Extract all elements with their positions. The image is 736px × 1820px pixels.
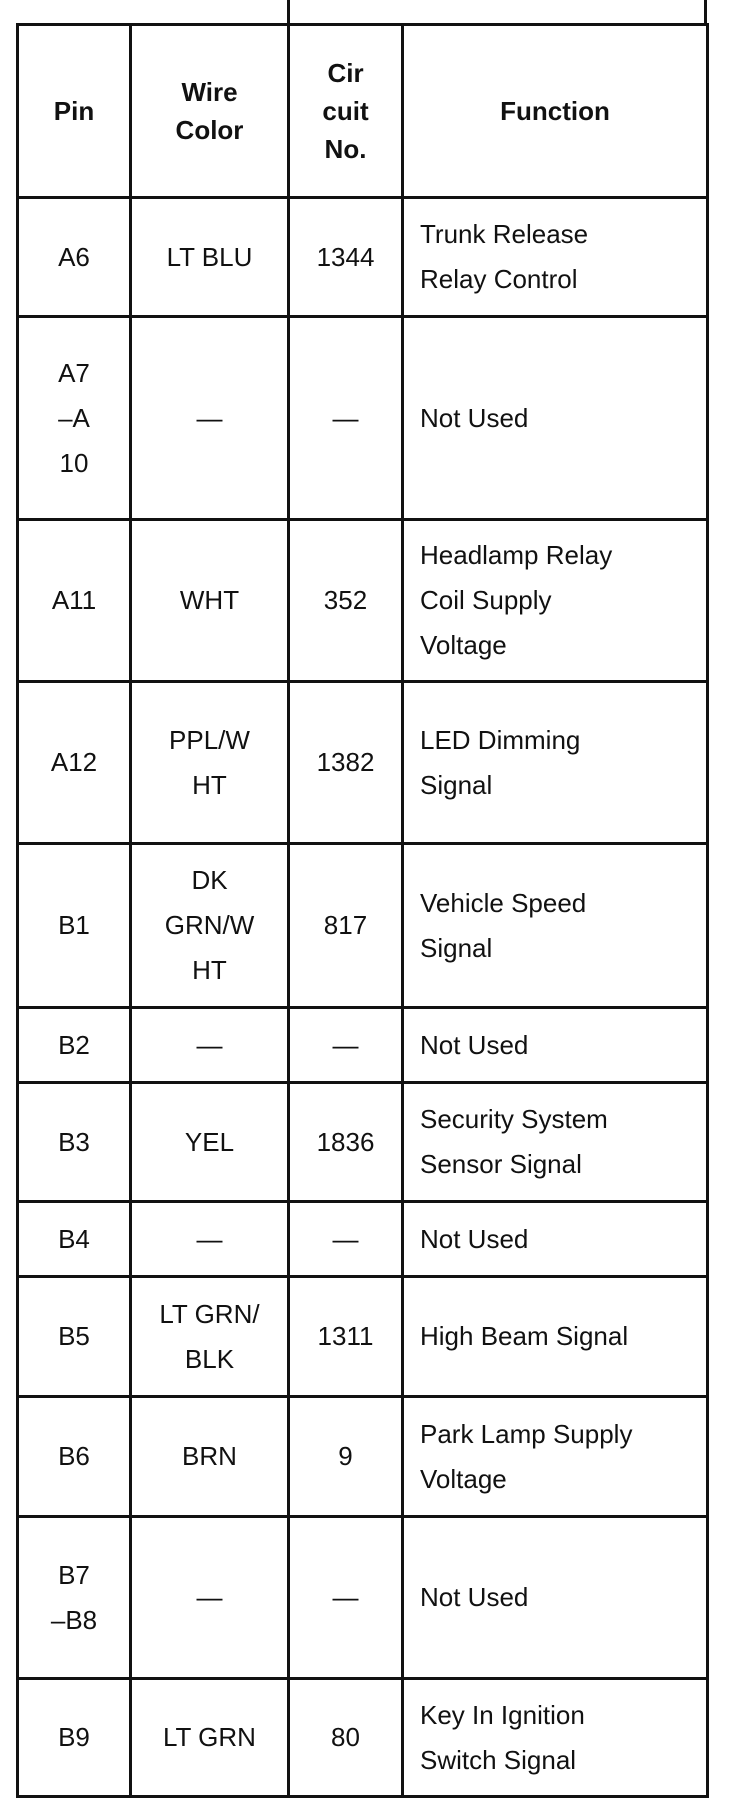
circuit-cell: 352 (289, 520, 403, 682)
function-cell: High Beam Signal (403, 1277, 708, 1397)
table-row (18, 1202, 708, 1277)
pin-cell: A11 (18, 520, 131, 682)
function-cell: LED Dimming Signal (403, 682, 708, 844)
circuit-cell: 1836 (289, 1083, 403, 1202)
wire-color-cell: — (131, 1202, 289, 1277)
function-cell: Not Used (403, 1202, 708, 1277)
function-cell: Key In Ignition Switch Signal (403, 1679, 708, 1797)
header-row (18, 25, 708, 198)
table-row (18, 1397, 708, 1517)
table-row (18, 682, 708, 844)
pin-cell: B5 (18, 1277, 131, 1397)
wire-color-cell: — (131, 1517, 289, 1679)
pin-cell: B6 (18, 1397, 131, 1517)
pin-cell: B1 (18, 844, 131, 1008)
function-cell: Headlamp Relay Coil Supply Voltage (403, 520, 708, 682)
pin-cell: B7 –B8 (18, 1517, 131, 1679)
circuit-cell: 9 (289, 1397, 403, 1517)
header-pin: Pin (18, 25, 131, 198)
table-row (18, 1517, 708, 1679)
function-cell: Not Used (403, 317, 708, 520)
table-row (18, 520, 708, 682)
wire-color-cell: PPL/W HT (131, 682, 289, 844)
connector-pinout-table (16, 23, 709, 1798)
table-row (18, 1083, 708, 1202)
table-row (18, 198, 708, 317)
pin-cell: B3 (18, 1083, 131, 1202)
header-function: Function (403, 25, 708, 198)
wire-color-cell: LT BLU (131, 198, 289, 317)
function-cell: Security System Sensor Signal (403, 1083, 708, 1202)
function-cell: Not Used (403, 1517, 708, 1679)
circuit-cell: — (289, 1008, 403, 1083)
table-row (18, 1679, 708, 1797)
circuit-cell: 1382 (289, 682, 403, 844)
circuit-cell: 817 (289, 844, 403, 1008)
wire-color-cell: BRN (131, 1397, 289, 1517)
pin-cell: A12 (18, 682, 131, 844)
table-row (18, 1277, 708, 1397)
wire-color-cell: WHT (131, 520, 289, 682)
function-cell: Vehicle Speed Signal (403, 844, 708, 1008)
function-cell: Park Lamp Supply Voltage (403, 1397, 708, 1517)
pin-cell: A7 –A 10 (18, 317, 131, 520)
table-row (18, 844, 708, 1008)
function-cell: Not Used (403, 1008, 708, 1083)
wire-color-cell: LT GRN (131, 1679, 289, 1797)
pin-cell: B9 (18, 1679, 131, 1797)
wire-color-cell: LT GRN/ BLK (131, 1277, 289, 1397)
pin-cell: B2 (18, 1008, 131, 1083)
circuit-cell: — (289, 317, 403, 520)
pin-cell: A6 (18, 198, 131, 317)
circuit-cell: — (289, 1202, 403, 1277)
circuit-cell: 1344 (289, 198, 403, 317)
circuit-cell: — (289, 1517, 403, 1679)
wire-color-cell: — (131, 317, 289, 520)
header-circuit-no: Cir cuit No. (289, 25, 403, 198)
function-cell: Trunk Release Relay Control (403, 198, 708, 317)
wire-color-cell: YEL (131, 1083, 289, 1202)
header-wire-color: Wire Color (131, 25, 289, 198)
circuit-cell: 80 (289, 1679, 403, 1797)
table-row (18, 317, 708, 520)
circuit-cell: 1311 (289, 1277, 403, 1397)
wire-color-cell: DK GRN/W HT (131, 844, 289, 1008)
wire-color-cell: — (131, 1008, 289, 1083)
table-row (18, 1008, 708, 1083)
pin-cell: B4 (18, 1202, 131, 1277)
